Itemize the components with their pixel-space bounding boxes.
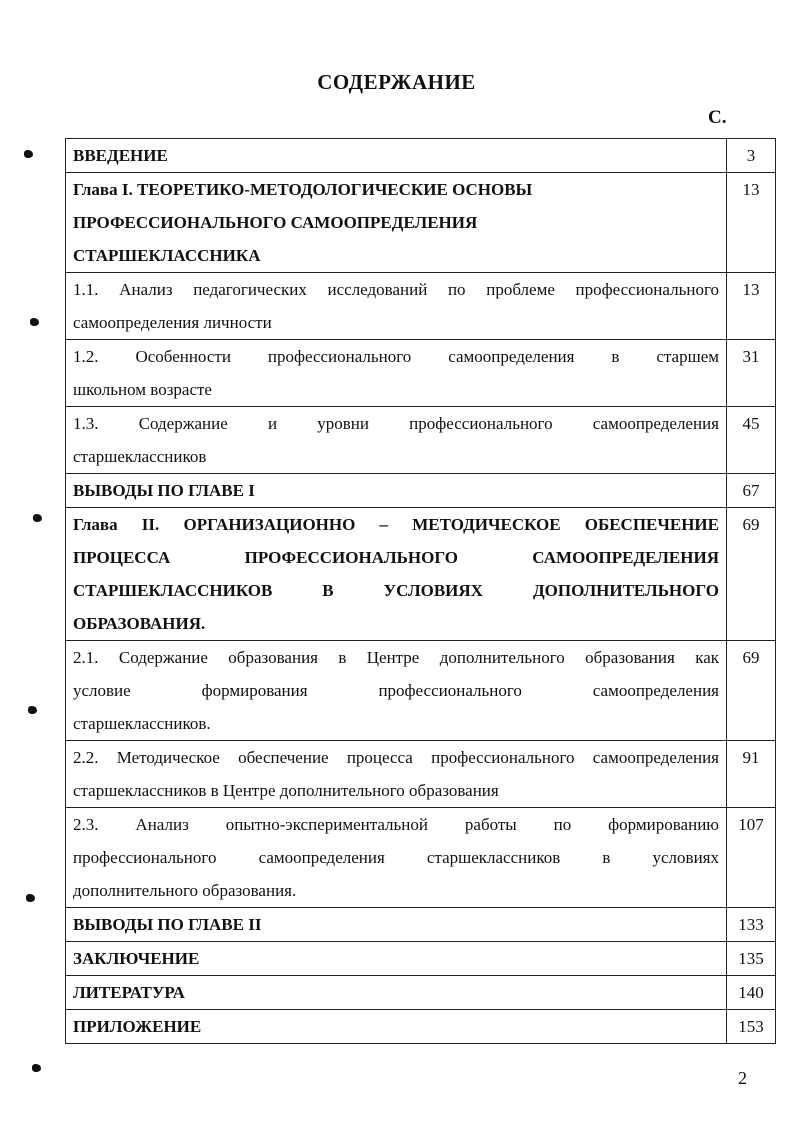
toc-entry-page: 13 [727, 273, 776, 340]
toc-row [66, 340, 776, 407]
toc-entry-line: 1.3. Содержание и уровни профессионального самоопределения [73, 414, 719, 433]
toc-entry-line: условие формирования профессионального самоопределения [73, 681, 719, 700]
page-number: 2 [738, 1068, 747, 1088]
toc-entry-line: ПРОЦЕССА ПРОФЕССИОНАЛЬНОГО САМООПРЕДЕЛЕНИЯ [73, 548, 719, 567]
toc-entry-title [66, 139, 727, 173]
toc-entry-line: СТАРШЕКЛАССНИКА [73, 246, 261, 265]
toc-row [66, 976, 776, 1010]
margin-mark [26, 894, 35, 902]
toc-entry-line: старшеклассников [73, 447, 207, 466]
toc-entry-page: 107 [727, 808, 776, 908]
toc-entry-page: 135 [727, 942, 776, 976]
page-title: СОДЕРЖАНИЕ [317, 70, 476, 94]
toc-entry-title [66, 407, 727, 474]
toc-entry-line: 2.2. Методическое обеспечение процесса профессионального самоопределения [73, 748, 719, 767]
toc-entry-line: 1.2. Особенности профессионального самоопределения в старшем [73, 347, 719, 366]
toc-row [66, 508, 776, 641]
toc-entry-page: 69 [727, 641, 776, 741]
toc-entry-title [66, 976, 727, 1010]
margin-mark [24, 150, 33, 158]
toc-row [66, 407, 776, 474]
toc-entry-page: 31 [727, 340, 776, 407]
toc-entry-line: Глава I. ТЕОРЕТИКО-МЕТОДОЛОГИЧЕСКИЕ ОСНОВЫ [73, 180, 533, 199]
toc-entry-title [66, 273, 727, 340]
toc-entry-title [66, 508, 727, 641]
toc-entry-page: 133 [727, 908, 776, 942]
toc-row [66, 474, 776, 508]
page-column-label: С. [708, 107, 727, 128]
toc-entry-title [66, 908, 727, 942]
toc-entry-line: 1.1. Анализ педагогических исследований по проблеме профессионального [73, 280, 719, 299]
toc-entry-title [66, 340, 727, 407]
toc-entry-line: ВЫВОДЫ ПО ГЛАВЕ I [73, 481, 255, 500]
toc-entry-title [66, 173, 727, 273]
toc-row [66, 273, 776, 340]
toc-entry-line: старшеклассников в Центре дополнительного образования [73, 781, 499, 800]
toc-entry-page: 67 [727, 474, 776, 508]
toc-entry-page: 69 [727, 508, 776, 641]
toc-entry-line: ЛИТЕРАТУРА [73, 983, 185, 1002]
toc-row [66, 808, 776, 908]
toc-entry-page: 3 [727, 139, 776, 173]
toc-entry-line: ОБРАЗОВАНИЯ. [73, 614, 206, 633]
toc-entry-line: школьном возрасте [73, 380, 212, 399]
toc-entry-line: ПРОФЕССИОНАЛЬНОГО САМООПРЕДЕЛЕНИЯ [73, 213, 478, 232]
toc-entry-title [66, 474, 727, 508]
toc-entry-title [66, 942, 727, 976]
toc-entry-line: ВЫВОДЫ ПО ГЛАВЕ II [73, 915, 262, 934]
toc-row [66, 641, 776, 741]
toc-row [66, 942, 776, 976]
toc-entry-line: 2.1. Содержание образования в Центре дополнительного образования как [73, 648, 719, 667]
toc-entry-line: 2.3. Анализ опытно-экспериментальной работы по формированию [73, 815, 719, 834]
toc-entry-title [66, 641, 727, 741]
toc-table [65, 138, 776, 1044]
toc-row [66, 139, 776, 173]
toc-entry-line: дополнительного образования. [73, 881, 297, 900]
toc-entry-line: СТАРШЕКЛАССНИКОВ В УСЛОВИЯХ ДОПОЛНИТЕЛЬНОГО [73, 581, 719, 600]
margin-mark [28, 706, 37, 714]
toc-entry-line: профессионального самоопределения старшеклассников в условиях [73, 848, 719, 867]
toc-entry-title [66, 741, 727, 808]
toc-row [66, 908, 776, 942]
toc-row [66, 1010, 776, 1044]
margin-mark [30, 318, 39, 326]
toc-entry-page: 13 [727, 173, 776, 273]
toc-entry-line: Глава II. ОРГАНИЗАЦИОННО – МЕТОДИЧЕСКОЕ ОБЕСПЕЧЕНИЕ [73, 515, 719, 534]
toc-entry-line: самоопределения личности [73, 313, 272, 332]
toc-entry-title [66, 1010, 727, 1044]
toc-entry-line: ВВЕДЕНИЕ [73, 146, 168, 165]
toc-entry-page: 153 [727, 1010, 776, 1044]
toc-entry-line: ПРИЛОЖЕНИЕ [73, 1017, 202, 1036]
toc-entry-line: старшеклассников. [73, 714, 211, 733]
margin-mark [32, 1064, 41, 1072]
toc-row [66, 741, 776, 808]
toc-entry-title [66, 808, 727, 908]
toc-entry-line: ЗАКЛЮЧЕНИЕ [73, 949, 200, 968]
toc-entry-page: 91 [727, 741, 776, 808]
toc-entry-page: 45 [727, 407, 776, 474]
toc-entry-page: 140 [727, 976, 776, 1010]
margin-mark [33, 514, 42, 522]
toc-row [66, 173, 776, 273]
